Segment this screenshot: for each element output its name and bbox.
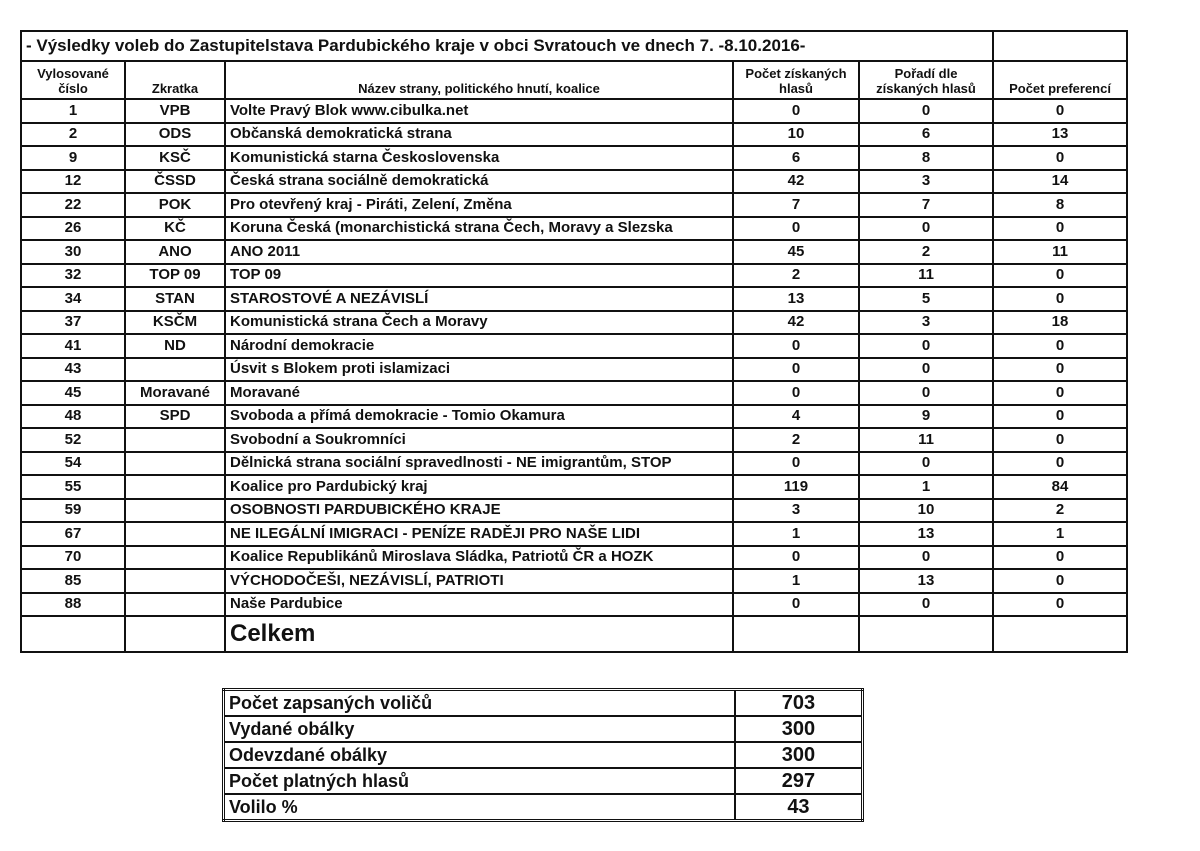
cell-rank: 11	[859, 264, 993, 288]
cell-abbr	[125, 522, 225, 546]
cell-rank: 9	[859, 405, 993, 429]
header-number: Vylosované číslo	[21, 61, 125, 99]
header-row	[21, 61, 1127, 99]
summary-label: Volilo %	[224, 794, 735, 821]
cell-rank: 2	[859, 240, 993, 264]
cell-rank: 11	[859, 428, 993, 452]
summary-value: 297	[735, 768, 863, 794]
cell-name: Česká strana sociálně demokratická	[225, 170, 733, 194]
cell-abbr: TOP 09	[125, 264, 225, 288]
cell-name: NE ILEGÁLNÍ IMIGRACI - PENÍZE RADĚJI PRO NAŠE LIDI	[225, 522, 733, 546]
summary-row	[224, 794, 863, 821]
summary-row	[224, 742, 863, 768]
table-row	[21, 264, 1127, 288]
cell-rank: 0	[859, 381, 993, 405]
cell-name: Koalice Republikánů Miroslava Sládka, Patriotů ČR a HOZK	[225, 546, 733, 570]
table-row	[21, 358, 1127, 382]
cell-votes: 0	[733, 381, 859, 405]
cell-votes: 42	[733, 170, 859, 194]
cell-prefs: 14	[993, 170, 1127, 194]
cell-prefs: 84	[993, 475, 1127, 499]
cell-prefs: 18	[993, 311, 1127, 335]
cell-number: 9	[21, 146, 125, 170]
cell-abbr	[125, 499, 225, 523]
cell-votes: 0	[733, 452, 859, 476]
header-name: Název strany, politického hnutí, koalice	[225, 61, 733, 99]
table-row	[21, 240, 1127, 264]
cell-abbr: STAN	[125, 287, 225, 311]
cell-name: Koruna Česká (monarchistická strana Čech, Moravy a Slezska	[225, 217, 733, 241]
cell-prefs: 0	[993, 546, 1127, 570]
title-row	[21, 31, 1127, 61]
cell-votes: 0	[733, 334, 859, 358]
cell-abbr: POK	[125, 193, 225, 217]
cell-name: Volte Pravý Blok www.cibulka.net	[225, 99, 733, 123]
table-row	[21, 546, 1127, 570]
cell-abbr	[125, 475, 225, 499]
results-table-body	[21, 31, 1127, 652]
total-row	[21, 616, 1127, 652]
cell-votes: 0	[733, 358, 859, 382]
summary-table-body	[224, 690, 863, 821]
cell-votes: 0	[733, 546, 859, 570]
table-row	[21, 428, 1127, 452]
table-row	[21, 123, 1127, 147]
cell-number: 55	[21, 475, 125, 499]
cell-votes: 45	[733, 240, 859, 264]
cell-rank: 13	[859, 569, 993, 593]
summary-value: 43	[735, 794, 863, 821]
table-row	[21, 569, 1127, 593]
cell-name: TOP 09	[225, 264, 733, 288]
cell-name: Pro otevřený kraj - Piráti, Zelení, Změna	[225, 193, 733, 217]
cell-prefs: 1	[993, 522, 1127, 546]
cell-abbr: ODS	[125, 123, 225, 147]
cell-name: Svobodní a Soukromníci	[225, 428, 733, 452]
cell-abbr	[125, 358, 225, 382]
cell-rank: 0	[859, 99, 993, 123]
cell-rank: 1	[859, 475, 993, 499]
cell-rank: 0	[859, 358, 993, 382]
cell-votes: 1	[733, 522, 859, 546]
cell-rank: 8	[859, 146, 993, 170]
cell-name: Komunistická starna Československa	[225, 146, 733, 170]
cell-abbr: Moravané	[125, 381, 225, 405]
header-rank: Pořadí dle získaných hlasů	[859, 61, 993, 99]
cell-name: Národní demokracie	[225, 334, 733, 358]
cell-rank: 7	[859, 193, 993, 217]
cell-name: STAROSTOVÉ A NEZÁVISLÍ	[225, 287, 733, 311]
cell-abbr	[125, 569, 225, 593]
cell-number: 43	[21, 358, 125, 382]
cell-prefs: 0	[993, 264, 1127, 288]
cell-name: Úsvit s Blokem proti islamizaci	[225, 358, 733, 382]
cell-abbr	[125, 593, 225, 617]
cell-votes: 1	[733, 569, 859, 593]
cell-name: Koalice pro Pardubický kraj	[225, 475, 733, 499]
cell-number: 48	[21, 405, 125, 429]
page-title: - Výsledky voleb do Zastupitelstava Pardubického kraje v obci Svratouch ve dnech 7. -8.10.2016-	[21, 31, 993, 61]
cell-votes: 42	[733, 311, 859, 335]
cell-prefs: 0	[993, 99, 1127, 123]
cell-votes: 7	[733, 193, 859, 217]
total-label: Celkem	[225, 616, 733, 652]
cell-abbr: ANO	[125, 240, 225, 264]
cell-votes: 3	[733, 499, 859, 523]
summary-label: Počet platných hlasů	[224, 768, 735, 794]
cell-votes: 6	[733, 146, 859, 170]
cell-number: 2	[21, 123, 125, 147]
cell-name: Dělnická strana sociální spravedlnosti - NE imigrantům, STOP	[225, 452, 733, 476]
cell-rank: 13	[859, 522, 993, 546]
cell-number: 45	[21, 381, 125, 405]
cell-prefs: 0	[993, 287, 1127, 311]
table-row	[21, 193, 1127, 217]
summary-label: Počet zapsaných voličů	[224, 690, 735, 717]
summary-row	[224, 768, 863, 794]
cell-number: 26	[21, 217, 125, 241]
cell-number: 34	[21, 287, 125, 311]
cell-abbr: KSČM	[125, 311, 225, 335]
total-empty-cell	[993, 616, 1127, 652]
cell-prefs: 0	[993, 381, 1127, 405]
cell-rank: 6	[859, 123, 993, 147]
cell-name: OSOBNOSTI PARDUBICKÉHO KRAJE	[225, 499, 733, 523]
summary-label: Vydané obálky	[224, 716, 735, 742]
cell-abbr	[125, 452, 225, 476]
summary-label: Odevzdané obálky	[224, 742, 735, 768]
cell-prefs: 8	[993, 193, 1127, 217]
cell-abbr: ND	[125, 334, 225, 358]
cell-name: ANO 2011	[225, 240, 733, 264]
cell-prefs: 2	[993, 499, 1127, 523]
summary-value: 300	[735, 742, 863, 768]
table-row	[21, 334, 1127, 358]
cell-number: 70	[21, 546, 125, 570]
cell-votes: 10	[733, 123, 859, 147]
cell-prefs: 0	[993, 146, 1127, 170]
cell-prefs: 0	[993, 452, 1127, 476]
cell-number: 67	[21, 522, 125, 546]
cell-prefs: 0	[993, 428, 1127, 452]
cell-prefs: 0	[993, 334, 1127, 358]
table-row	[21, 99, 1127, 123]
cell-prefs: 0	[993, 217, 1127, 241]
cell-rank: 0	[859, 217, 993, 241]
results-table	[20, 30, 1128, 653]
cell-number: 54	[21, 452, 125, 476]
cell-votes: 0	[733, 99, 859, 123]
cell-number: 88	[21, 593, 125, 617]
cell-prefs: 11	[993, 240, 1127, 264]
table-row	[21, 170, 1127, 194]
table-row	[21, 146, 1127, 170]
cell-name: Moravané	[225, 381, 733, 405]
cell-rank: 3	[859, 311, 993, 335]
cell-votes: 13	[733, 287, 859, 311]
cell-prefs: 0	[993, 405, 1127, 429]
cell-number: 12	[21, 170, 125, 194]
table-row	[21, 452, 1127, 476]
table-row	[21, 593, 1127, 617]
cell-abbr: VPB	[125, 99, 225, 123]
table-row	[21, 522, 1127, 546]
cell-abbr	[125, 428, 225, 452]
header-abbr: Zkratka	[125, 61, 225, 99]
header-prefs: Počet preferencí	[993, 61, 1127, 99]
cell-number: 59	[21, 499, 125, 523]
table-row	[21, 381, 1127, 405]
cell-abbr	[125, 546, 225, 570]
title-empty-cell	[993, 31, 1127, 61]
header-votes: Počet získaných hlasů	[733, 61, 859, 99]
cell-rank: 0	[859, 334, 993, 358]
summary-row	[224, 690, 863, 717]
cell-name: Občanská demokratická strana	[225, 123, 733, 147]
summary-value: 300	[735, 716, 863, 742]
cell-votes: 2	[733, 264, 859, 288]
cell-rank: 10	[859, 499, 993, 523]
cell-number: 85	[21, 569, 125, 593]
table-row	[21, 217, 1127, 241]
table-row	[21, 311, 1127, 335]
table-row	[21, 475, 1127, 499]
cell-votes: 0	[733, 217, 859, 241]
cell-abbr: SPD	[125, 405, 225, 429]
total-empty-cell	[733, 616, 859, 652]
cell-prefs: 13	[993, 123, 1127, 147]
cell-votes: 0	[733, 593, 859, 617]
table-row	[21, 405, 1127, 429]
table-row	[21, 499, 1127, 523]
cell-number: 1	[21, 99, 125, 123]
summary-value: 703	[735, 690, 863, 717]
table-row	[21, 287, 1127, 311]
cell-prefs: 0	[993, 593, 1127, 617]
cell-name: Svoboda a přímá demokracie - Tomio Okamura	[225, 405, 733, 429]
cell-votes: 4	[733, 405, 859, 429]
total-empty-cell	[859, 616, 993, 652]
cell-number: 30	[21, 240, 125, 264]
cell-prefs: 0	[993, 569, 1127, 593]
cell-abbr: ČSSD	[125, 170, 225, 194]
cell-number: 52	[21, 428, 125, 452]
cell-votes: 2	[733, 428, 859, 452]
cell-abbr: KSČ	[125, 146, 225, 170]
cell-rank: 3	[859, 170, 993, 194]
cell-rank: 0	[859, 593, 993, 617]
cell-number: 22	[21, 193, 125, 217]
cell-number: 37	[21, 311, 125, 335]
cell-prefs: 0	[993, 358, 1127, 382]
cell-rank: 0	[859, 546, 993, 570]
cell-rank: 5	[859, 287, 993, 311]
cell-number: 41	[21, 334, 125, 358]
cell-name: VÝCHODOČEŠI, NEZÁVISLÍ, PATRIOTI	[225, 569, 733, 593]
summary-table	[222, 688, 864, 822]
cell-abbr: KČ	[125, 217, 225, 241]
summary-row	[224, 716, 863, 742]
cell-votes: 119	[733, 475, 859, 499]
cell-rank: 0	[859, 452, 993, 476]
cell-name: Komunistická strana Čech a Moravy	[225, 311, 733, 335]
cell-number: 32	[21, 264, 125, 288]
total-empty-cell	[125, 616, 225, 652]
cell-name: Naše Pardubice	[225, 593, 733, 617]
total-empty-cell	[21, 616, 125, 652]
